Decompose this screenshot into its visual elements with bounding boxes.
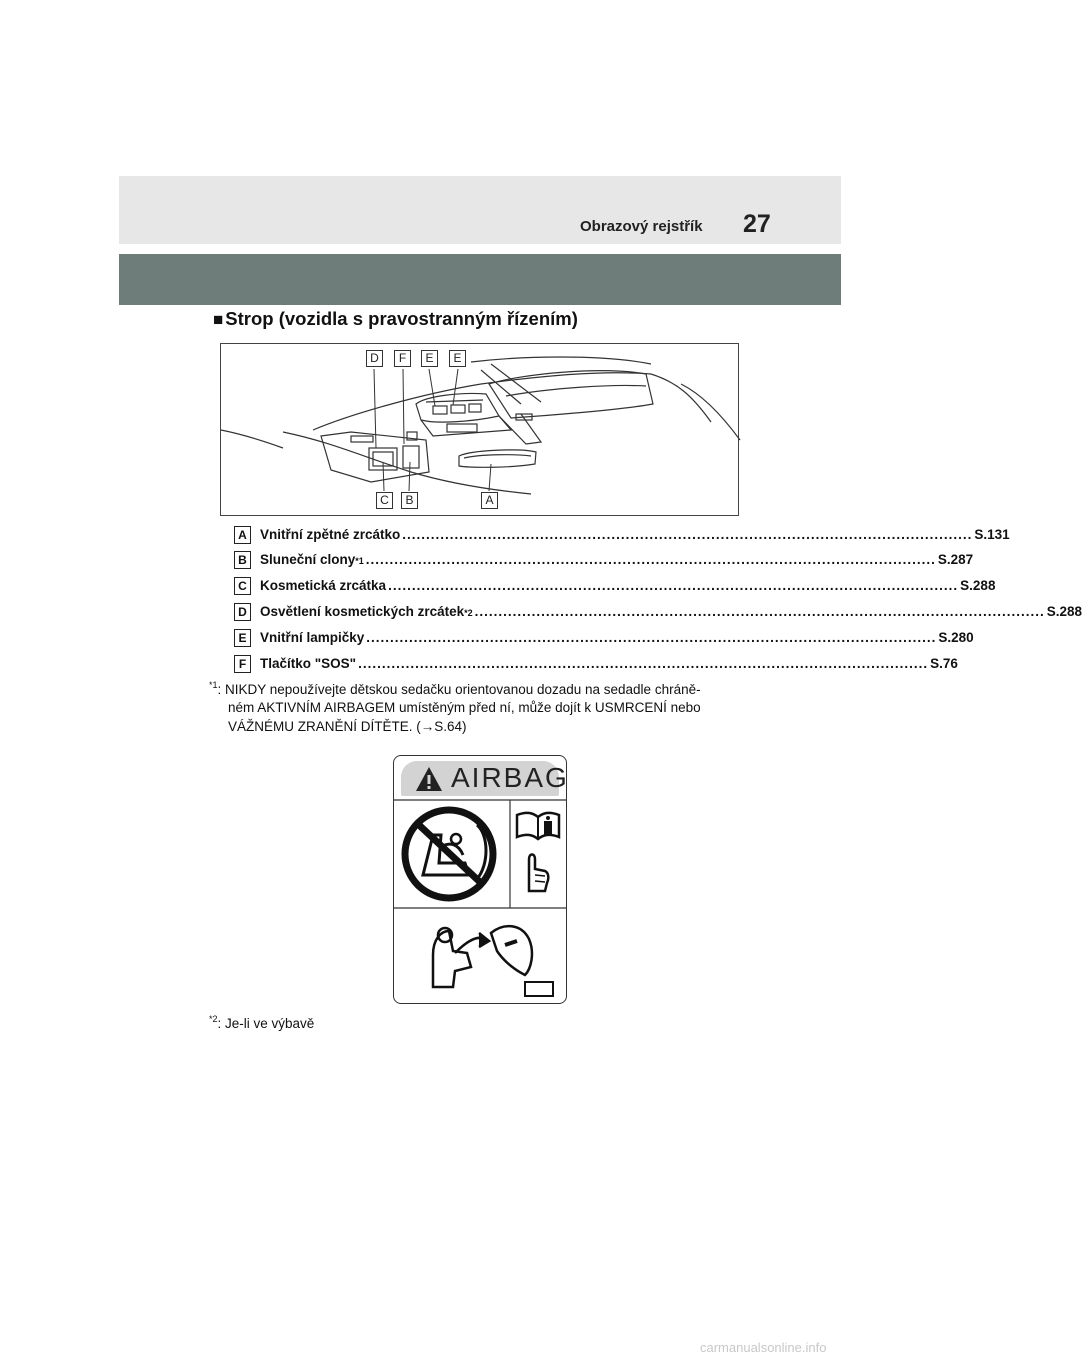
legend-item: D Osvětlení kosmetických zrcátek *2 ........................................................................................................................ S.288	[234, 603, 722, 623]
legend-key: C	[234, 577, 251, 595]
section-band	[119, 254, 841, 305]
legend-page-ref[interactable]: S.76	[930, 656, 958, 671]
pointing-finger-icon	[529, 854, 548, 891]
callout-top-4: E	[449, 350, 466, 367]
callout-top-3: E	[421, 350, 438, 367]
airbag-label-graphics	[393, 755, 567, 1004]
footnote-1-line-3: VÁŽNÉMU ZRANĚNÍ DÍTĚTE. (→S.64)	[228, 719, 467, 734]
callout-bottom-2: B	[401, 492, 418, 509]
legend-key: D	[234, 603, 251, 621]
section-heading	[213, 308, 578, 330]
legend-item: B Sluneční clony *1 ........................................................................................................................ S.287	[234, 551, 722, 571]
legend-page-ref[interactable]: S.288	[1046, 604, 1082, 619]
legend-key: A	[234, 526, 251, 544]
heading-marker: ■	[213, 310, 224, 329]
watermark: carmanualsonline.info	[700, 1340, 827, 1355]
footnote-1	[209, 680, 701, 699]
legend-page-ref[interactable]: S.280	[938, 630, 974, 645]
legend-name: Tlačítko "SOS"	[260, 656, 357, 671]
callout-top-1: D	[366, 350, 383, 367]
footnote-1-line-2: ném AKTIVNÍM AIRBAGEM umístěným před ní, může dojít k USMRCENÍ nebo	[228, 700, 701, 715]
callout-top-2: F	[394, 350, 411, 367]
legend-page-ref[interactable]: S.131	[974, 527, 1010, 542]
footnote-1-mark: *1	[209, 680, 218, 690]
footnote-2-text: : Je-li ve výbavě	[217, 1016, 315, 1031]
legend-name: Sluneční clony	[260, 552, 356, 567]
header-title: Obrazový rejstřík	[580, 218, 703, 235]
page-number: 27	[743, 210, 771, 238]
legend-name: Osvětlení kosmetických zrcátek	[260, 604, 465, 619]
legend-item: F Tlačítko "SOS" ........................................................................................................................ S.76	[234, 655, 722, 675]
legend-name: Kosmetická zrcátka	[260, 578, 387, 593]
legend-item: C Kosmetická zrcátka ........................................................................................................................ S.288	[234, 577, 722, 597]
footnote-2	[209, 1014, 314, 1033]
airbag-word: AIRBAG	[451, 762, 569, 793]
legend-key: F	[234, 655, 251, 673]
heading-text: Strop (vozidla s pravostranným řízením)	[225, 308, 578, 329]
legend-page-ref[interactable]: S.288	[960, 578, 996, 593]
manual-book-icon	[517, 812, 559, 838]
legend-page-ref[interactable]: S.287	[937, 552, 974, 567]
footnote-1-line-1: : NIKDY nepoužívejte dětskou sedačku orientovanou dozadu na sedadle chráně-	[217, 682, 701, 697]
footnote-2-mark: *2	[209, 1014, 218, 1024]
legend-item: A Vnitřní zpětné zrcátko ........................................................................................................................ S.131	[234, 526, 722, 546]
child-seat-airbag-impact-icon	[433, 926, 553, 996]
legend-key: E	[234, 629, 251, 647]
callout-bottom-3: A	[481, 492, 498, 509]
header-band	[119, 176, 841, 244]
airbag-warning-label	[393, 755, 567, 1004]
callout-bottom-1: C	[376, 492, 393, 509]
legend-key: B	[234, 551, 251, 569]
legend-name: Vnitřní lampičky	[260, 630, 365, 645]
ceiling-illustration	[220, 343, 739, 516]
legend-name: Vnitřní zpětné zrcátko	[260, 527, 401, 542]
legend-item: E Vnitřní lampičky ........................................................................................................................ S.280	[234, 629, 722, 649]
no-rear-facing-child-seat-icon	[405, 810, 493, 898]
